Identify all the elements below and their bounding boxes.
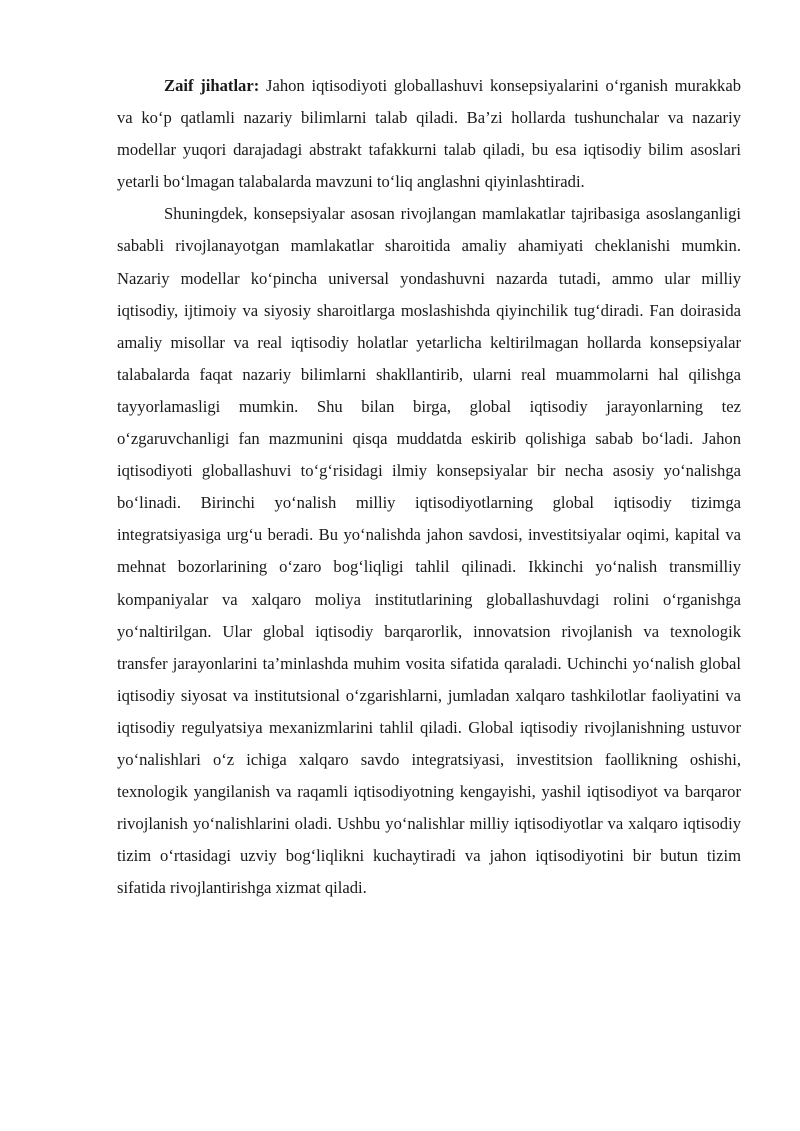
concepts-paragraph: Shuningdek, konsepsiyalar asosan rivojlangan mamlakatlar tajribasiga asoslanganligi sababli rivojlanayotgan mamlakatlar sharoitida amaliy ahamiyati cheklanishi mumkin. Nazariy modellar ko‘pincha universal yondashuvni nazarda tutadi, ammo ular milliy iqtisodiy, ijtimoiy va siyosiy sharoitlarga moslashishda qiyinchilik tug‘diradi. Fan doirasida amaliy misollar va real iqtisodiy holatlar yetarlicha keltirilmagan hollarda konsepsiyalar talabalarda faqat nazariy bilimlarni shakllantirib, ularni real muammolarni hal qilishga tayyorlamasligi mumkin. Shu bilan birga, global iqtisodiy jarayonlarning tez o‘zgaruvchanligi fan mazmunini qisqa muddatda eskirib qolishiga sabab bo‘ladi. Jahon iqtisodiyoti globallashuvi to‘g‘risidagi ilmiy konsepsiyalar bir necha asosiy yo‘nalishga bo‘linadi. Birinchi yo‘nalish milliy iqtisodiyotlarning global iqtisodiy tizimga integratsiyasiga urg‘u beradi. Bu yo‘nalishda jahon savdosi, investitsiyalar oqimi, kapital va mehnat bozorlarining o‘zaro bog‘liqligi tahlil qilinadi. Ikkinchi yo‘nalish transmilliy kompaniyalar va xalqaro moliya institutlarining globallashuvdagi rolini o‘rganishga yo‘naltirilgan. Ular global iqtisodiy barqarorlik, innovatsion rivojlanish va texnologik transfer jarayonlarini ta’minlashda muhim vosita sifatida qaraladi. Uchinchi yo‘nalish global iqtisodiy siyosat va institutsional o‘zgarishlarni, jumladan xalqaro tashkilotlar faoliyatini va iqtisodiy regulyatsiya mexanizmlarini tahlil qiladi. Global iqtisodiy rivojlanishning ustuvor yo‘nalishlari o‘z ichiga xalqaro savdo integratsiyasi, investitsion faollikning oshishi, texnologik yangilanish va raqamli iqtisodiyotning kengayishi, yashil iqtisodiyot va barqaror rivojlanish yo‘nalishlarini oladi. Ushbu yo‘nalishlar milliy iqtisodiyotlar va xalqaro iqtisodiy tizim o‘rtasidagi uzviy bog‘liqlikni kuchaytiradi va jahon iqtisodiyotini bir butun tizim sifatida rivojlantirishga xizmat qiladi. [117, 204, 741, 898]
weaknesses-paragraph [117, 70, 741, 198]
weaknesses-text: Jahon iqtisodiyoti globallashuvi konsepsiyalarini o‘rganish murakkab va ko‘p qatlamli nazariy bilimlarni talab qiladi. Ba’zi hollarda tushunchalar va nazariy modellar yuqori darajadagi abstrakt tafakkurni talab qiladi, bu esa iqtisodiy bilim asoslari yetarli bo‘lmagan talabalarda mavzuni to‘liq anglashni qiyinlashtiradi. [117, 76, 741, 192]
document-page [117, 70, 741, 904]
weaknesses-heading: Zaif jihatlar: [164, 76, 260, 95]
